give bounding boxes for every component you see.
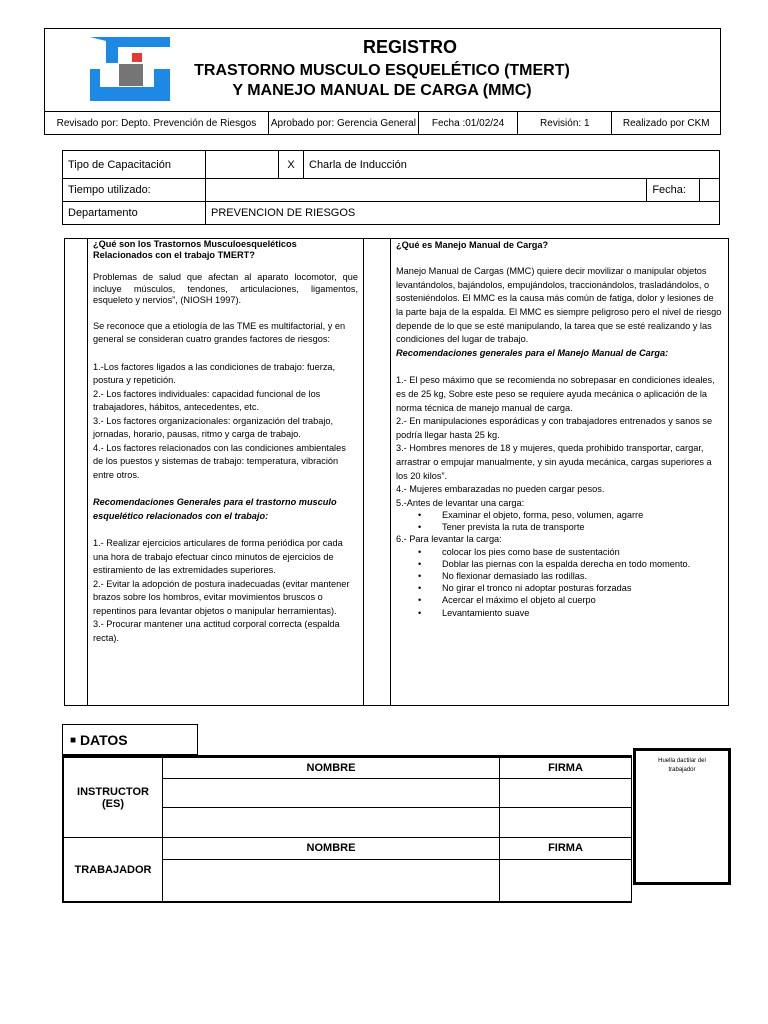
instructor-firma-field-1[interactable]: [500, 778, 632, 808]
instructor-label-line-1: INSTRUCTOR: [77, 785, 149, 798]
tmert-rec-1: 1.- Realizar ejercicios articulares de forma periódica por cada una hora de trabajo efectuar cinco minutos de ejercicios de estiramiento de las extremidades superiores.: [93, 538, 343, 576]
fecha-field[interactable]: [700, 179, 720, 202]
trabajador-label: TRABAJADOR: [63, 838, 163, 903]
tmert-factor-2: 2.- Los factores individuales: capacidad funcional de los trabajadores, hábitos, antecedentes, etc.: [93, 388, 321, 413]
aprobado-cell: Aprobado por: Gerencia General: [268, 112, 418, 135]
bullet-square-icon: ■: [70, 735, 77, 746]
fingerprint-label-line-2: trabajador: [668, 767, 696, 773]
trabajador-nombre-header: NOMBRE: [163, 838, 500, 860]
instructor-nombre-field-2[interactable]: [163, 808, 500, 838]
tmert-etiology: Se reconoce que a etiología de las TME es multifactorial, y en general se consideran cuatro grandes factores de riesgos:: [93, 320, 346, 345]
mmc-rec-3: 3.- Hombres menores de 18 y mujeres, queda prohibido transportar, cargar, arrastrar o empujar manualmente, y sin ayuda mecánica, cargas superiores a los 20 kilos”.: [396, 443, 712, 481]
tmert-rec-3: 3.- Procurar mantener una actitud corporal correcta (espalda recta).: [93, 619, 340, 643]
mmc-info-text: [396, 239, 722, 619]
datos-title: DATOS: [79, 732, 128, 748]
tmert-factor-1: 1.-Los factores ligados a las condiciones de trabajo: fuerza, postura y repetición.: [93, 361, 336, 386]
list-item: • Examinar el objeto, forma, peso, volumen, agarre: [418, 509, 722, 521]
tiempo-label: Tiempo utilizado:: [63, 179, 206, 202]
document-subtitle-2: Y MANEJO MANUAL DE CARGA (MMC): [232, 82, 532, 99]
depto-value: PREVENCION DE RIESGOS: [206, 202, 720, 225]
mmc-definition: Manejo Manual de Cargas (MMC) quiere decir movilizar o manipular objetos levantándolos, bajándolos, empujándolos, traccionándolos, trasladándolos, o sosteniéndolos. El MMC es la causa más común de fatiga, dolor y lesiones de la parte baja de la espalda. El MMC es siempre peligroso pero el nivel de riesgo depende de lo que se esté manipulando, la tarea que se esté realizando y las condiciones del lugar de trabajo.: [396, 266, 722, 345]
tipo-blank-field[interactable]: [206, 151, 279, 179]
list-item: • Acercar el máximo el objeto al cuerpo: [418, 594, 722, 606]
list-item: • Tener prevista la ruta de transporte: [418, 521, 722, 533]
trabajador-nombre-field[interactable]: [163, 859, 500, 902]
revision-row: [44, 111, 721, 135]
list-item: • Doblar las piernas con la espalda derecha en todo momento.: [418, 558, 722, 570]
tiempo-field[interactable]: [206, 179, 647, 202]
document-title: REGISTRO: [362, 37, 457, 57]
mmc-box-divider: [390, 238, 391, 706]
datos-section-header: [62, 724, 198, 755]
instructor-firma-field-2[interactable]: [500, 808, 632, 838]
fecha-label: Fecha:: [647, 179, 700, 202]
mmc-question: ¿Qué es Manejo Manual de Carga?: [396, 240, 549, 250]
realizado-cell: Realizado por CKM: [612, 112, 721, 135]
trabajador-firma-field[interactable]: [500, 859, 632, 902]
tmert-rec-title: Recomendaciones Generales para el trastorno musculo esquelético relacionados con el trabajo:: [93, 497, 337, 521]
tmert-definition: Problemas de salud que afectan al aparato locomotor, que incluye músculos, tendones, articulaciones, ligamentos, esqueleto y nervios”, (NIOSH 1997).: [93, 272, 358, 306]
revisado-cell: Revisado por: Depto. Prevención de Riesgos: [45, 112, 269, 135]
mmc-rec-4: 4.- Mujeres embarazadas no pueden cargar pesos.: [396, 484, 605, 495]
signatures-table: [62, 755, 632, 903]
mmc-rec-2: 2.- En manipulaciones esporádicas y con trabajadores entrenados y sanos se podría llegar hasta 25 kg.: [396, 416, 713, 440]
mmc-rec-5-list: [396, 509, 722, 533]
list-item: • colocar los pies como base de sustentación: [418, 546, 722, 558]
tipo-label: Tipo de Capacitación: [63, 151, 206, 179]
mmc-rec-1: 1.- El peso máximo que se recomienda no sobrepasar en condiciones ideales, es de 25 kg, Sobre este peso se requiere ayuda mecánica o aplicación de la norma técnica de manejo manual de carga.: [396, 375, 715, 413]
trabajador-firma-header: FIRMA: [500, 838, 632, 860]
depto-label: Departamento: [63, 202, 206, 225]
mmc-rec-title: Recomendaciones generales para el Manejo Manual de Carga:: [396, 347, 669, 358]
mmc-rec-6-list: [396, 546, 722, 619]
list-item: • No girar el tronco ni adoptar posturas forzadas: [418, 582, 722, 594]
instructor-label-line-2: (ES): [102, 797, 124, 810]
tmert-rec-2: 2.- Evitar la adopción de postura inadecuadas (evitar mantener brazos sobre los hombros, evitar movimientos bruscos o repentinos para levantar objetos o manipular herramientas).: [93, 578, 350, 616]
tipo-check-mark[interactable]: X: [279, 151, 304, 179]
document-subtitle-1: TRASTORNO MUSCULO ESQUELÉTICO (TMERT): [194, 62, 570, 79]
mmc-rec-5: 5.-Antes de levantar una carga:: [396, 497, 525, 508]
tipo-value: Charla de Inducción: [304, 151, 720, 179]
instructor-nombre-header: NOMBRE: [163, 757, 500, 779]
fingerprint-box[interactable]: [633, 748, 731, 885]
capacitacion-table: [62, 150, 720, 225]
revision-cell: Revisión: 1: [518, 112, 612, 135]
tmert-factor-3: 3.- Los factores organizacionales: organización del trabajo, jornadas, horario, pausas, ritmo y carga de trabajo.: [93, 415, 334, 440]
tmert-box-divider: [87, 238, 88, 706]
list-item: • No flexionar demasiado las rodillas.: [418, 570, 722, 582]
tmert-question: ¿Qué son los Trastornos Musculoesqueléticos Relacionados con el trabajo TMERT?: [93, 239, 297, 260]
instructor-label: [63, 757, 163, 838]
fecha-cell: Fecha :01/02/24: [418, 112, 517, 135]
tmert-info-text: [93, 239, 358, 645]
mmc-rec-6: 6.- Para levantar la carga:: [396, 534, 502, 545]
instructor-firma-header: FIRMA: [500, 757, 632, 779]
instructor-nombre-field-1[interactable]: [163, 778, 500, 808]
tmert-factor-4: 4.- Los factores relacionados con las condiciones ambientales de los puestos y sistemas de trabajo: temperatura, vibración entre otros.: [93, 442, 346, 480]
list-item: • Levantamiento suave: [418, 607, 722, 619]
fingerprint-label-line-1: Huella dactilar del: [658, 758, 706, 764]
company-logo: [88, 33, 172, 101]
